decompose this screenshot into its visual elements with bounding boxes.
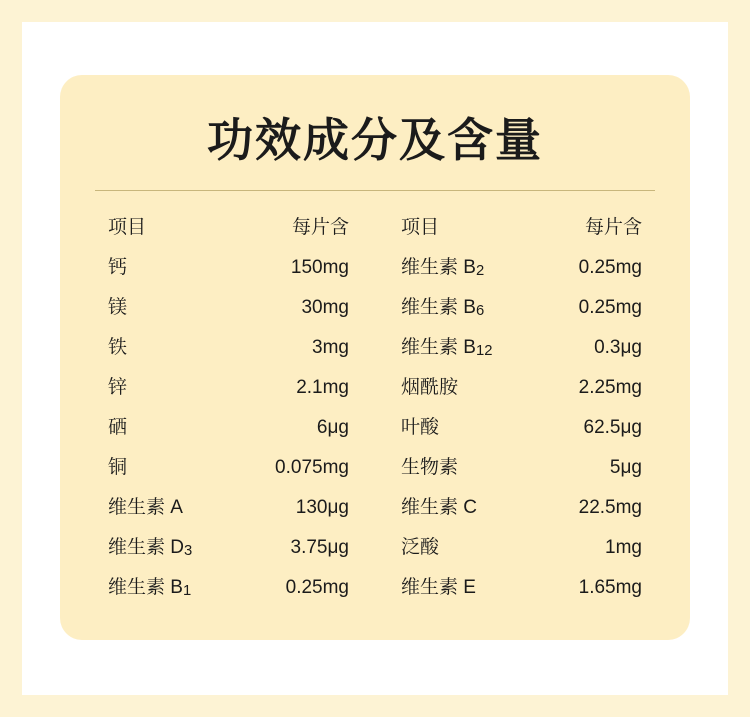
row-name: 钙: [108, 257, 128, 278]
table-row: [108, 408, 349, 448]
row-value: 3.75μg: [290, 537, 349, 558]
row-name: 维生素 C: [401, 497, 478, 518]
row-name: 生物素: [401, 457, 459, 478]
row-name: 硒: [108, 417, 128, 438]
table-row: [108, 288, 349, 328]
row-value: 0.075mg: [275, 457, 349, 478]
table-row: [401, 528, 642, 568]
row-name: 烟酰胺: [401, 377, 459, 398]
row-name: 维生素 B12: [401, 337, 493, 359]
row-value: 0.25mg: [578, 257, 642, 278]
ingredient-table: [60, 208, 690, 608]
row-name: 锌: [108, 377, 128, 398]
table-row: [108, 328, 349, 368]
row-value: 2.25mg: [578, 377, 642, 398]
column-header-item: 项目: [108, 217, 147, 238]
row-name: 泛酸: [401, 537, 440, 558]
row-name: 铜: [108, 457, 128, 478]
table-row: [401, 248, 642, 288]
table-header-row: [401, 208, 642, 248]
row-name: 维生素 B1: [108, 577, 192, 599]
column-header-item: 项目: [401, 217, 440, 238]
row-value: 3mg: [312, 337, 349, 358]
row-value: 150mg: [290, 257, 349, 278]
row-value: 1mg: [605, 537, 642, 558]
row-name: 铁: [108, 337, 128, 358]
frame-border-bottom: [0, 695, 750, 717]
frame-border-left: [0, 0, 22, 717]
row-value: 5μg: [609, 457, 642, 478]
table-row: [108, 528, 349, 568]
table-row: [401, 568, 642, 608]
row-name: 维生素 E: [401, 577, 476, 598]
table-row: [401, 288, 642, 328]
row-value: 0.25mg: [285, 577, 349, 598]
table-row: [401, 328, 642, 368]
row-value: 22.5mg: [578, 497, 642, 518]
row-name: 镁: [108, 297, 128, 318]
row-value: 2.1mg: [296, 377, 349, 398]
ingredient-column-right: [375, 208, 642, 608]
table-row: [401, 448, 642, 488]
row-value: 30mg: [301, 297, 349, 318]
row-value: 0.25mg: [578, 297, 642, 318]
table-row: [108, 568, 349, 608]
row-value: 6μg: [316, 417, 349, 438]
row-value: 62.5μg: [583, 417, 642, 438]
ingredient-column-left: [108, 208, 375, 608]
table-row: [108, 488, 349, 528]
ingredient-card: [60, 75, 690, 640]
frame-border-top: [0, 0, 750, 22]
table-row: [401, 488, 642, 528]
row-name: 维生素 A: [108, 497, 183, 518]
frame-border-right: [728, 0, 750, 717]
row-name: 维生素 B2: [401, 257, 485, 279]
column-header-amount: 每片含: [584, 217, 642, 238]
column-header-amount: 每片含: [291, 217, 349, 238]
table-row: [401, 408, 642, 448]
row-value: 1.65mg: [578, 577, 642, 598]
table-row: [108, 448, 349, 488]
title-divider: [95, 190, 655, 191]
page-title: 功效成分及含量: [207, 114, 543, 166]
row-value: 130μg: [295, 497, 349, 518]
table-header-row: [108, 208, 349, 248]
row-name: 维生素 B6: [401, 297, 485, 319]
row-name: 叶酸: [401, 417, 440, 438]
table-row: [108, 368, 349, 408]
row-value: 0.3μg: [594, 337, 642, 358]
row-name: 维生素 D3: [108, 537, 193, 559]
table-row: [401, 368, 642, 408]
table-row: [108, 248, 349, 288]
